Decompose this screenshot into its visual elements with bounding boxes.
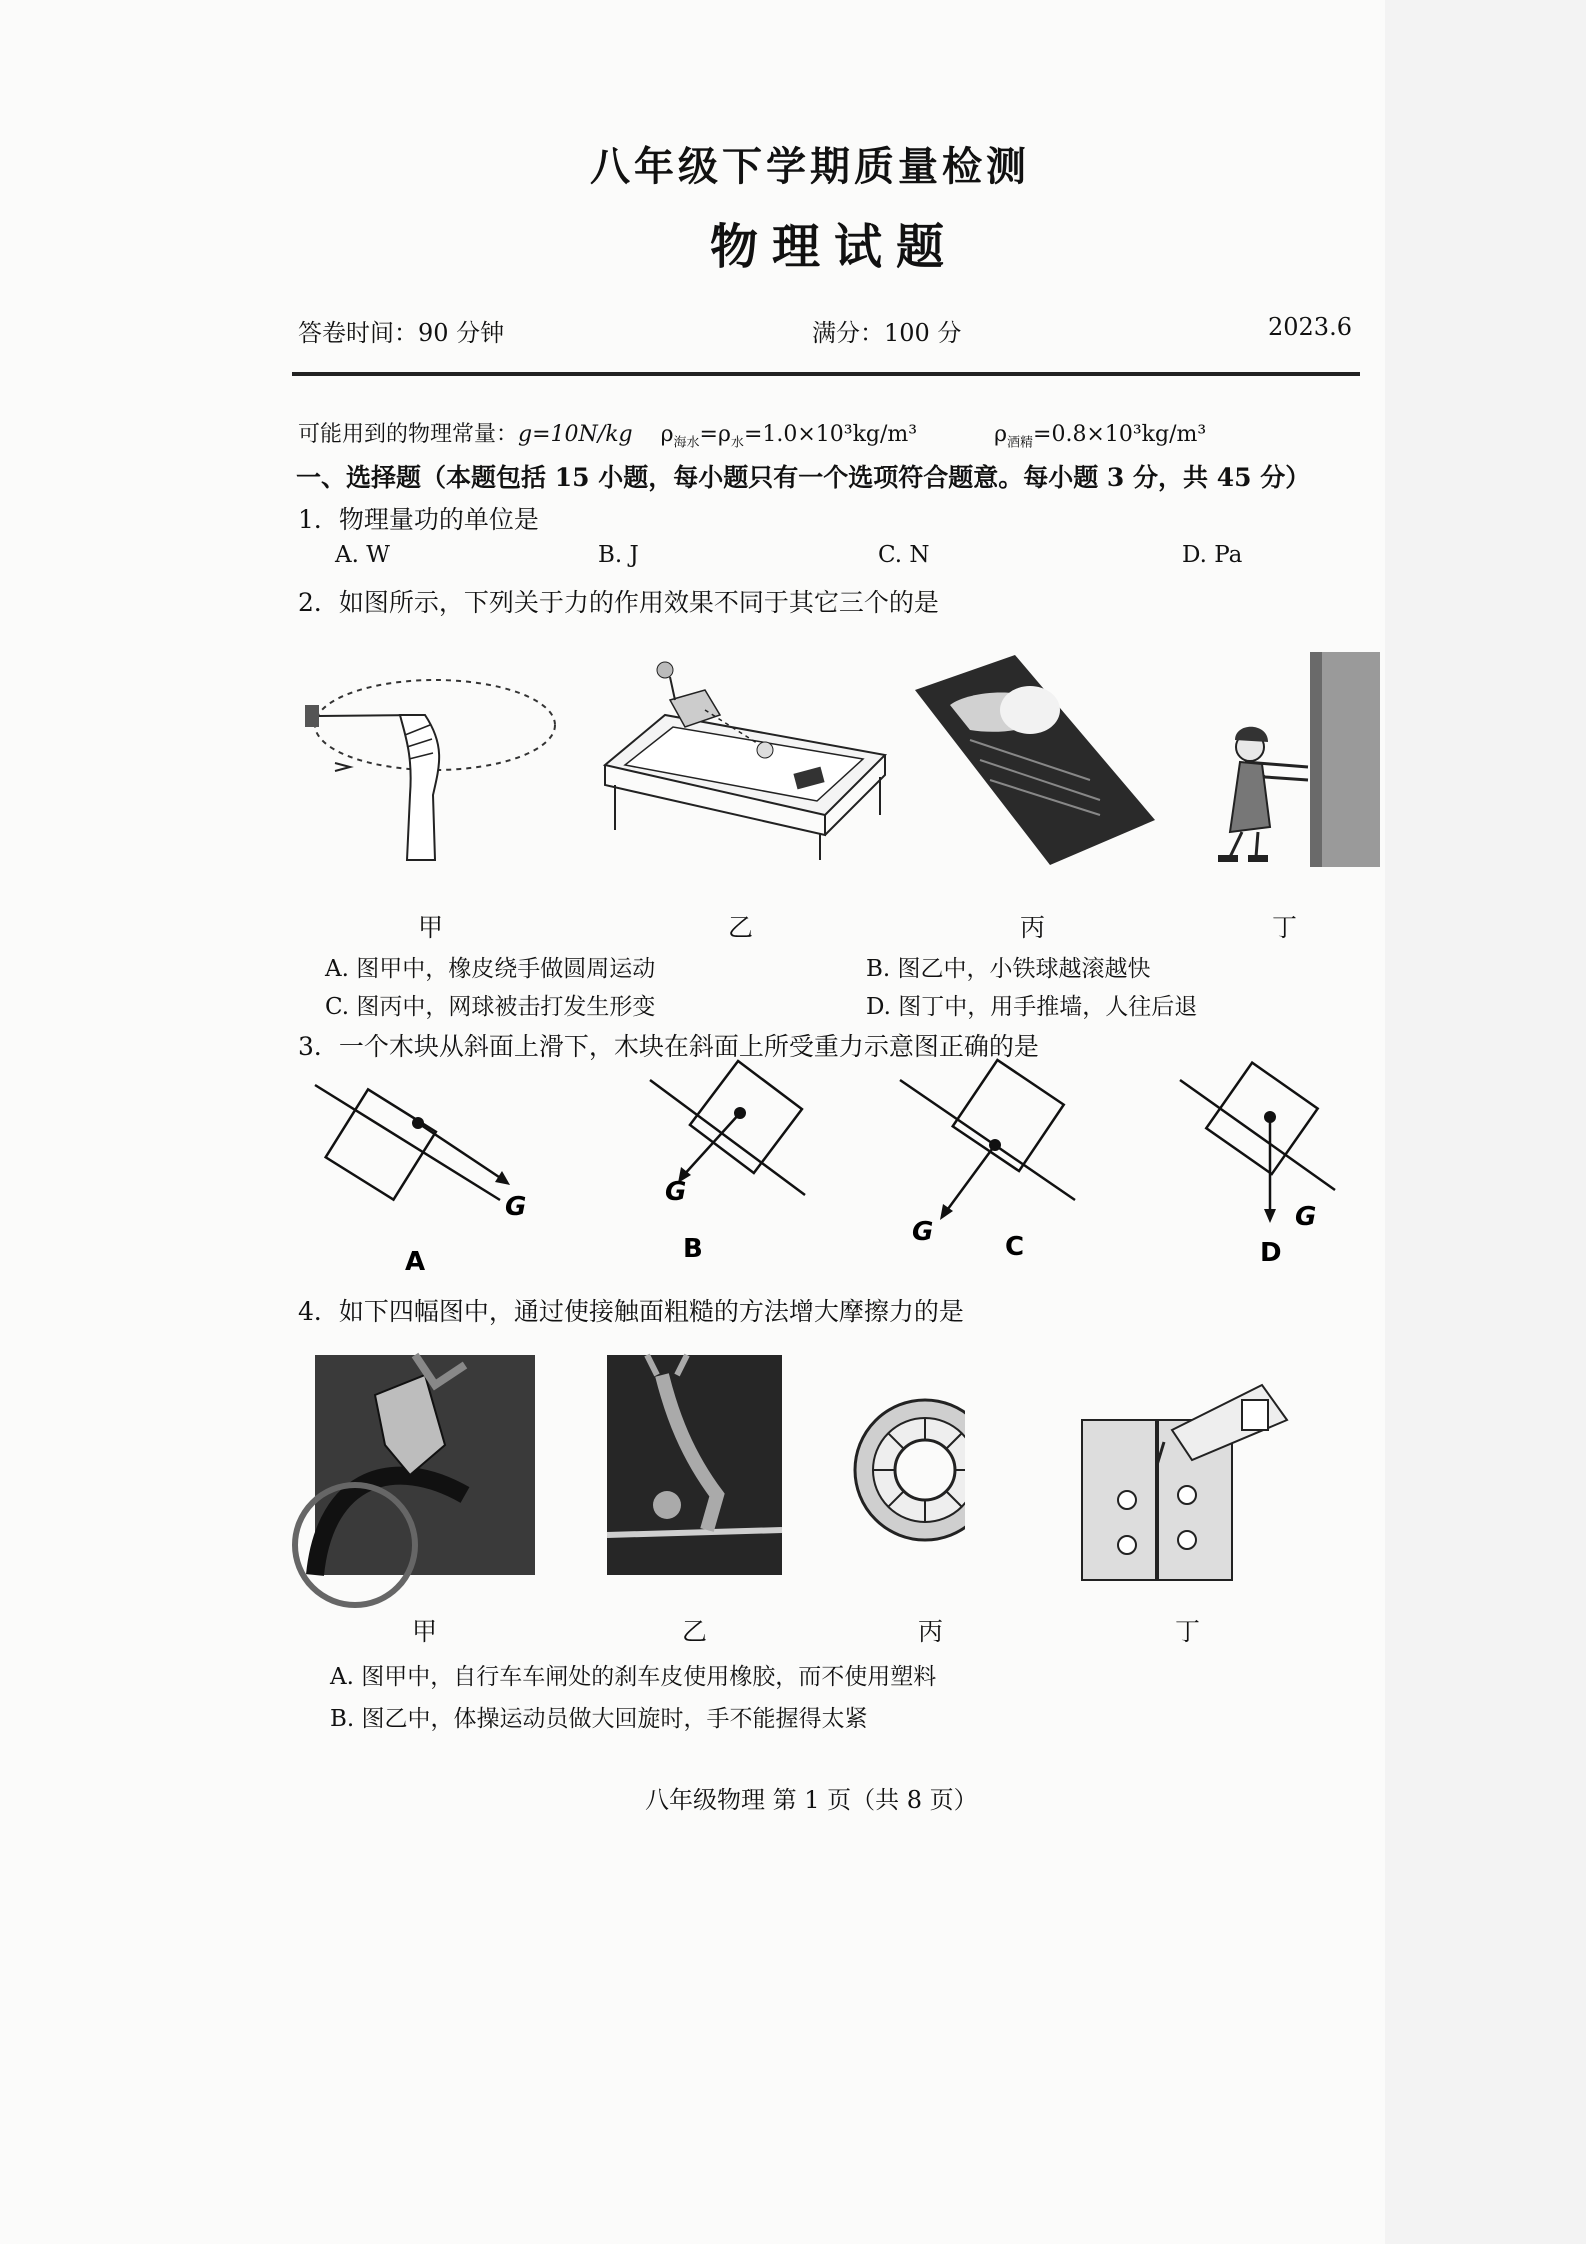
q3-d-force-label: G xyxy=(1295,1202,1317,1232)
q3-diagram-d xyxy=(1180,1065,1350,1275)
alcohol-sub: 酒精 xyxy=(1007,435,1034,451)
physical-constants xyxy=(298,417,1206,450)
rho-eq: =ρ xyxy=(699,422,731,447)
q1-option-c: C. N xyxy=(878,542,930,568)
alcohol-density: =0.8×10³kg/m³ xyxy=(1033,422,1207,447)
subject-title: 物理试题 xyxy=(710,219,959,275)
q2-figure-ding xyxy=(1190,652,1380,867)
q3-letter-d: D xyxy=(1260,1238,1282,1268)
q1-option-d: D. Pa xyxy=(1182,542,1243,568)
q4-label-bing: 丙 xyxy=(918,1617,944,1646)
q4-option-a: A. 图甲中，自行车车闸处的刹车皮使用橡胶，而不使用塑料 xyxy=(330,1664,937,1690)
page-footer: 八年级物理 第 1 页（共 8 页） xyxy=(645,1786,978,1814)
rho-symbol: ρ xyxy=(660,422,674,447)
q2-option-a: A. 图甲中，橡皮绕手做圆周运动 xyxy=(325,956,656,982)
question-3: 3．一个木块从斜面上滑下，木块在斜面上所受重力示意图正确的是 xyxy=(298,1032,1039,1061)
q4-figure-bing xyxy=(850,1370,1010,1570)
q3-letter-b: B xyxy=(683,1234,703,1264)
question-1: 1．物理量功的单位是 xyxy=(298,505,539,534)
rho-symbol-2: ρ xyxy=(994,422,1007,447)
exam-time: 答卷时间：90 分钟 xyxy=(298,319,505,347)
q3-diagram-b xyxy=(650,1065,820,1265)
q2-option-c: C. 图丙中，网球被击打发生形变 xyxy=(325,994,656,1020)
q4-photo-jia xyxy=(315,1355,535,1575)
q2-figure-yi xyxy=(595,655,895,865)
q3-letter-a: A xyxy=(405,1247,426,1277)
q1-option-a: A. W xyxy=(335,542,390,568)
q4-label-ding: 丁 xyxy=(1175,1617,1201,1646)
q3-diagram-a xyxy=(300,1065,530,1275)
q3-b-force-label: G xyxy=(665,1177,687,1207)
constants-label: 可能用到的物理常量： xyxy=(298,422,519,447)
q2-option-d: D. 图丁中，用手推墙，人往后退 xyxy=(866,994,1198,1020)
water-density: =1.0×10³kg/m³ xyxy=(743,422,918,447)
water-sub: 水 xyxy=(730,435,744,451)
header-divider xyxy=(292,372,1360,376)
seawater-sub: 海水 xyxy=(673,435,700,451)
full-score: 满分：100 分 xyxy=(812,319,962,347)
section-heading: 一、选择题（本题包括 15 小题，每小题只有一个选项符合题意。每小题 3 分，共 45 分） xyxy=(296,463,1311,492)
q4-figure-ding xyxy=(1082,1380,1292,1580)
q3-a-force-label: G xyxy=(505,1192,527,1222)
q1-option-b: B. J xyxy=(598,542,639,568)
q2-label-bing: 丙 xyxy=(1020,913,1046,942)
q4-option-b: B. 图乙中，体操运动员做大回旋时，手不能握得太紧 xyxy=(330,1706,868,1732)
q2-label-ding: 丁 xyxy=(1272,913,1298,942)
q4-label-yi: 乙 xyxy=(682,1617,708,1646)
q2-figure-bing xyxy=(910,650,1160,865)
q2-option-b: B. 图乙中，小铁球越滚越快 xyxy=(866,956,1151,982)
question-4: 4．如下四幅图中，通过使接触面粗糙的方法增大摩擦力的是 xyxy=(298,1297,964,1326)
exam-title: 八年级下学期质量检测 xyxy=(590,143,1030,190)
q3-diagram-c xyxy=(900,1065,1100,1275)
q3-c-force-label: G xyxy=(912,1217,934,1247)
question-2: 2．如图所示，下列关于力的作用效果不同于其它三个的是 xyxy=(298,588,939,617)
q2-label-yi: 乙 xyxy=(728,913,754,942)
scan-margin xyxy=(1385,0,1586,2244)
q4-label-jia: 甲 xyxy=(412,1617,438,1646)
gravity-constant: g=10N/kg xyxy=(518,422,633,447)
exam-date: 2023.6 xyxy=(1268,313,1352,341)
q2-label-jia: 甲 xyxy=(418,913,444,942)
q3-letter-c: C xyxy=(1005,1232,1025,1262)
q4-photo-yi xyxy=(607,1355,782,1575)
q2-figure-jia xyxy=(295,655,575,865)
